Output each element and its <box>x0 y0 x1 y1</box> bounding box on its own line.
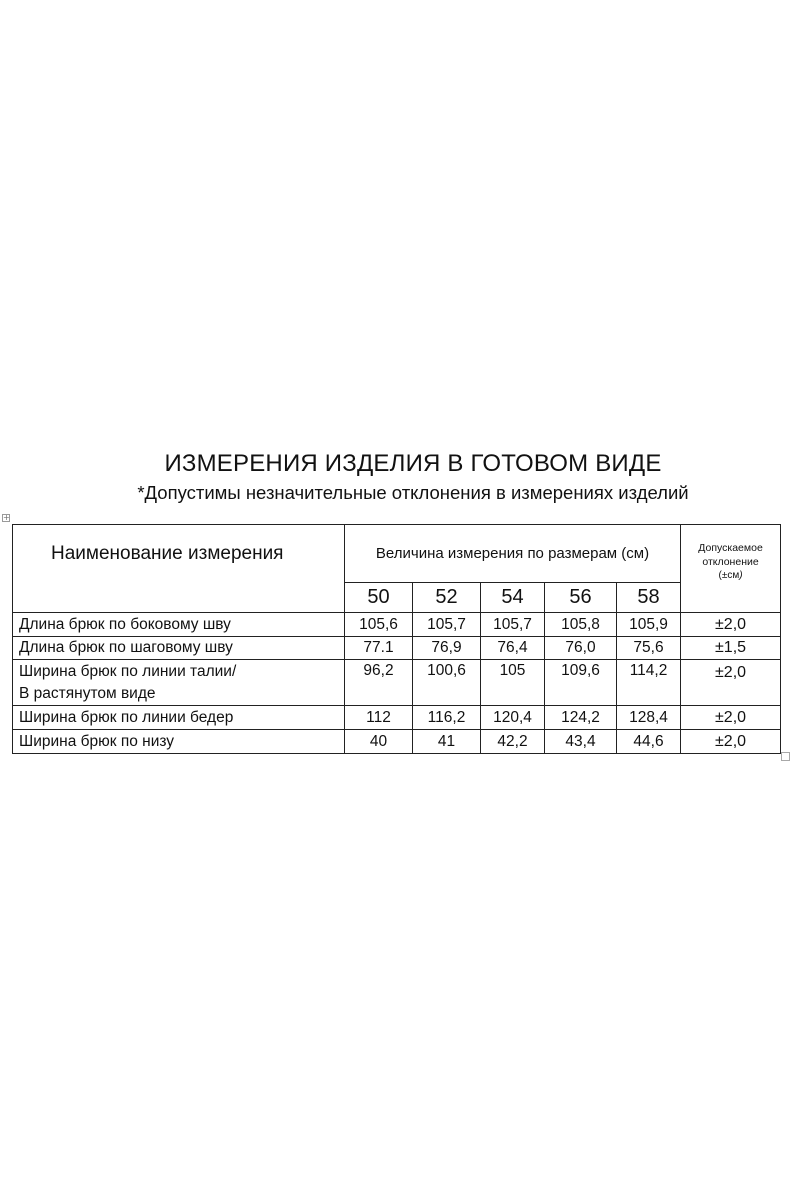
tolerance-value: ±2,0 <box>681 706 781 730</box>
measurement-value: 76,9 <box>413 637 481 660</box>
measurement-name-line2: В растянутом виде <box>19 684 156 702</box>
size-header: 56 <box>545 583 617 613</box>
size-header: 50 <box>345 583 413 613</box>
measurement-name: Длина брюк по боковому шву <box>13 613 345 637</box>
measurement-value: 109,6 <box>545 660 617 706</box>
measurement-value: 116,2 <box>413 706 481 730</box>
measurement-name: Длина брюк по шаговому шву <box>13 637 345 660</box>
header-name-cell: Наименование измерения <box>13 525 345 613</box>
measurement-value: 76,4 <box>481 637 545 660</box>
measurement-value: 42,2 <box>481 730 545 754</box>
tolerance-label-line2: отклонение <box>702 556 759 568</box>
measurement-name: Ширина брюк по линии бедер <box>13 706 345 730</box>
tolerance-value: ±1,5 <box>681 637 781 660</box>
measurement-name: Ширина брюк по низу <box>13 730 345 754</box>
measurement-value: 128,4 <box>617 706 681 730</box>
header-tolerance-cell <box>681 525 781 613</box>
tolerance-label-line1: Допускаемое <box>698 542 763 554</box>
measurement-value: 41 <box>413 730 481 754</box>
table-row <box>13 637 781 660</box>
tolerance-value: ±2,0 <box>681 613 781 637</box>
measurement-value: 105 <box>481 660 545 706</box>
measurement-value: 105,9 <box>617 613 681 637</box>
measurement-value: 105,8 <box>545 613 617 637</box>
measurement-value: 100,6 <box>413 660 481 706</box>
table-row <box>13 730 781 754</box>
measurement-value: 114,2 <box>617 660 681 706</box>
measurement-value: 44,6 <box>617 730 681 754</box>
measurement-value: 105,7 <box>481 613 545 637</box>
measurement-value: 96,2 <box>345 660 413 706</box>
measurement-value: 40 <box>345 730 413 754</box>
measurement-name: Ширина брюк по линии талии/ <box>19 662 237 680</box>
header-value-cell: Величина измерения по размерам (см) <box>345 525 681 583</box>
size-header: 54 <box>481 583 545 613</box>
measurement-value: 112 <box>345 706 413 730</box>
size-header: 58 <box>617 583 681 613</box>
measurements-table <box>12 524 781 754</box>
table-move-handle-icon[interactable]: + <box>3 513 10 522</box>
measurement-value: 120,4 <box>481 706 545 730</box>
measurement-value: 76,0 <box>545 637 617 660</box>
measurement-value: 124,2 <box>545 706 617 730</box>
table-row <box>13 706 781 730</box>
tolerance-unit: (±см) <box>718 570 743 581</box>
table-header-row <box>13 525 781 583</box>
tolerance-value: ±2,0 <box>681 730 781 754</box>
tolerance-value: ±2,0 <box>681 660 781 706</box>
table-row <box>13 613 781 637</box>
size-header: 52 <box>413 583 481 613</box>
measurement-value: 75,6 <box>617 637 681 660</box>
measurement-value: 43,4 <box>545 730 617 754</box>
measurement-value: 105,7 <box>413 613 481 637</box>
page-title: ИЗМЕРЕНИЯ ИЗДЕЛИЯ В ГОТОВОМ ВИДЕ <box>164 450 662 477</box>
measurement-name-cell <box>13 660 345 706</box>
page-subtitle: *Допустимы незначительные отклонения в измерениях изделий <box>137 482 689 503</box>
measurement-value: 77.1 <box>345 637 413 660</box>
table-resize-handle[interactable] <box>781 752 790 761</box>
measurement-value: 105,6 <box>345 613 413 637</box>
table-row <box>13 660 781 706</box>
